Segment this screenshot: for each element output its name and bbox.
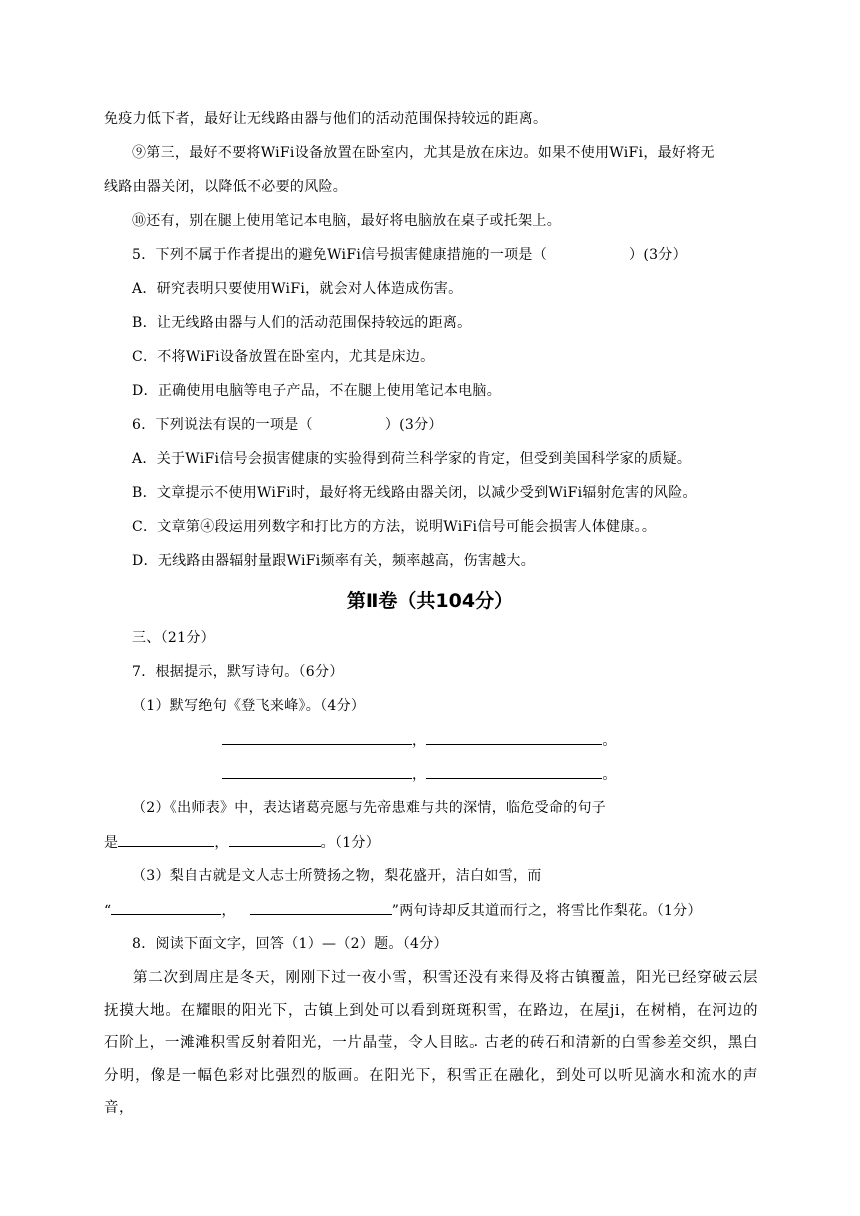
option-d: D．正确使用电脑等电子产品，不在腿上使用笔记本电脑。	[132, 383, 502, 399]
text-line: ⑨第三，最好不要将WiFi设备放置在卧室内，尤其是放在床边。如果不使用WiFi，最好将无	[132, 145, 715, 161]
section-heading: 第Ⅱ卷（共104分）	[346, 590, 514, 612]
text-line: 免疫力低下者，最好让无线路由器与他们的活动范围保持较远的距离。	[104, 111, 548, 127]
question-8: 8．阅读下面文字，回答（1）—（2）题。（4分）	[132, 936, 448, 952]
answer-blank[interactable]	[229, 832, 321, 847]
option-c: C．不将WiFi设备放置在卧室内，尤其是床边。	[132, 349, 435, 365]
poem-blank-line: ， 。	[222, 730, 860, 751]
reading-passage: 第二次到周庄是冬天，刚刚下过一夜小雪，积雪还没有来得及将古镇覆盖，阳光已经穿破云层抚摸大地。在耀眼的阳光下，古镇上到处可以看到斑斑积雪，在路边，在屋ji，在树梢，在河边的石阶上，一滩滩积雪反射着阳光，一片晶莹，令人目眩 ·。古老的砖石和清新的白雪参差 ·交织，黑白分明，像是一幅色彩对比强烈的版画。在阳光下，积雪正在融化，到处可以听见滴水和流水的声音，	[104, 962, 758, 1125]
poem-blank-line: ， 。	[222, 764, 860, 785]
question-score: ）(3分）	[629, 247, 687, 263]
question-5	[132, 245, 786, 265]
question-6	[132, 415, 786, 435]
answer-blank[interactable]	[222, 764, 412, 779]
text-line: ⑩还有，别在腿上使用笔记本电脑，最好将电脑放在桌子或托架上。	[132, 213, 561, 229]
option-b: B．让无线路由器与人们的活动范围保持较远的距离。	[132, 315, 472, 331]
question-7-2: （2）《出师表》中，表达诸葛亮愿与先帝患难与共的深情，临危受命的句子	[132, 800, 607, 816]
section-label: 三、（21分）	[132, 630, 215, 646]
answer-blank[interactable]	[426, 764, 602, 779]
answer-blank[interactable]	[222, 730, 412, 745]
answer-blank[interactable]	[118, 832, 214, 847]
question-7-3: （3）梨自古就是文人志士所赞扬之物，梨花盛开，洁白如雪，而	[132, 868, 542, 884]
option-b: B．文章提示不使用WiFi时，最好将无线路由器关闭，以减少受到WiFi辐射危害的风险。	[132, 485, 697, 501]
text-line: 线路由器关闭，以降低不必要的风险。	[104, 179, 348, 195]
question-7: 7．根据提示，默写诗句。（6分）	[132, 664, 344, 680]
answer-blank[interactable]	[426, 730, 602, 745]
option-a: A．研究表明只要使用WiFi，就会对人体造成伤害。	[132, 281, 463, 297]
question-text: 6．下列说法有误的一项是（	[132, 417, 313, 433]
question-score: ）(3分）	[384, 417, 443, 433]
question-7-2-answer: 是 ， 。（1分）	[104, 832, 758, 853]
emphasis-char: 眩 ·	[454, 1035, 469, 1051]
question-7-1: （1）默写绝句《登飞来峰》。（4分）	[132, 698, 366, 714]
answer-blank[interactable]	[111, 900, 221, 915]
option-a: A．关于WiFi信号会损害健康的实验得到荷兰科学家的肯定，但受到美国科学家的质疑。	[132, 451, 692, 467]
answer-blank[interactable]	[250, 900, 392, 915]
emphasis-char: 差 ·	[667, 1035, 682, 1051]
question-text: 5．下列不属于作者提出的避免WiFi信号损害健康措施的一项是（	[132, 247, 548, 263]
option-d: D．无线路由器辐射量跟WiFi频率有关，频率越高，伤害越大。	[132, 553, 536, 569]
option-c: C．文章第④段运用列数字和打比方的方法，说明WiFi信号可能会损害人体健康。。	[132, 519, 657, 535]
question-7-3-answer: “ ， ”两句诗却反其道而行之，将雪比作梨花。（1分）	[104, 900, 758, 921]
